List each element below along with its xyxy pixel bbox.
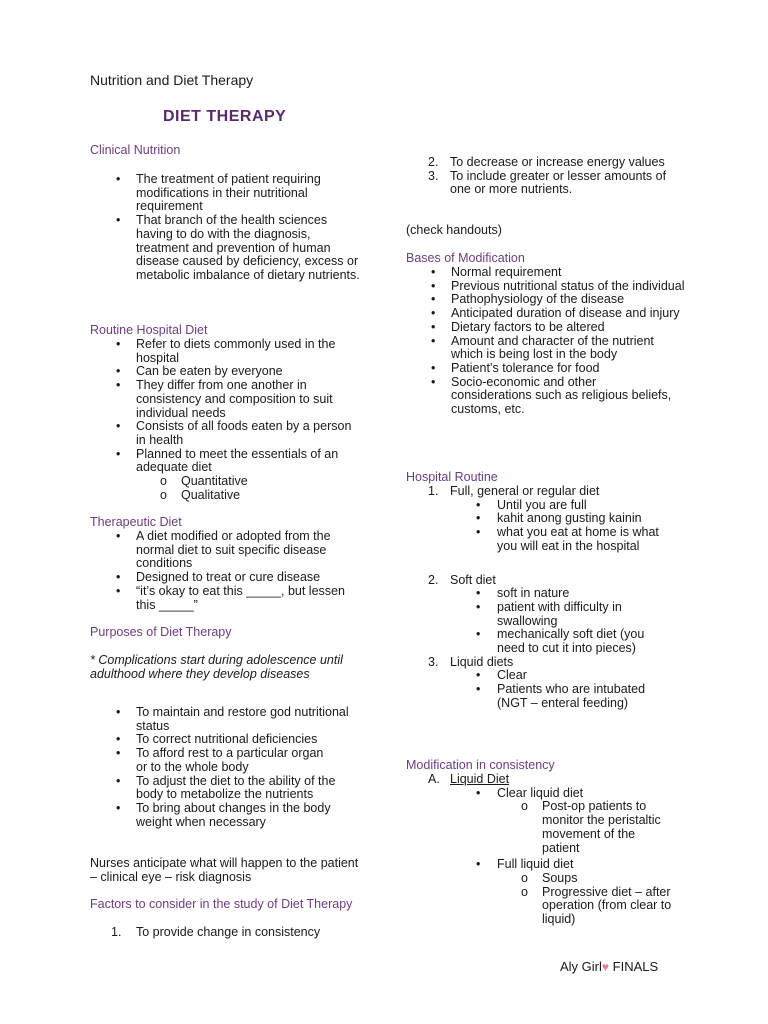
list-item <box>406 335 696 362</box>
bullet-marker: • <box>116 446 121 461</box>
number-marker: 3. <box>428 168 439 183</box>
list-item-text: Socio-economic and other considerations such as religious beliefs, customs, etc. <box>451 374 672 417</box>
list-item <box>90 214 370 283</box>
list-item-text: what you eat at home is what you will eat in the hospital <box>497 525 659 553</box>
list-item <box>406 307 696 321</box>
list-item <box>406 266 696 280</box>
list-item-text: “it’s okay to eat this _____, but lessen this _____” <box>136 583 345 612</box>
sub-marker: o <box>521 884 528 899</box>
list-item-text: Progressive diet – after operation (from clear to liquid) <box>542 884 672 927</box>
footer-label: FINALS <box>612 959 659 974</box>
complications-note: * Complications start during adolescence until adulthood where they develop diseases <box>90 653 343 681</box>
bullet-marker: • <box>116 364 121 379</box>
bullet-marker: • <box>431 333 436 348</box>
list-item-text: Soups <box>542 870 578 885</box>
bullet-marker: • <box>431 319 436 334</box>
letter-marker: A. <box>428 772 440 786</box>
number-marker: 3. <box>428 654 439 669</box>
section-heading-bases: Bases of Modification <box>406 251 525 265</box>
list-item-text: Anticipated duration of disease and injury <box>451 306 680 321</box>
list-item-text: Planned to meet the essentials of an adequate diet <box>136 446 339 475</box>
list-item-text: Pathophysiology of the disease <box>451 292 625 307</box>
bullet-marker: • <box>116 378 121 393</box>
list-item <box>90 365 370 379</box>
sub-sub-list-item <box>406 886 696 927</box>
list-item-text: To provide change in consistency <box>136 925 321 939</box>
section-heading-purposes: Purposes of Diet Therapy <box>90 625 232 639</box>
list-item <box>90 585 370 612</box>
list-item-text: To afford rest to a particular organ or to the whole body <box>136 746 324 774</box>
modification-list <box>406 773 696 927</box>
list-item <box>90 338 370 365</box>
sub-sub-list-item <box>406 872 696 886</box>
list-item-text: Refer to diets commonly used in the hospital <box>136 337 336 365</box>
number-marker: 1. <box>111 925 122 939</box>
number-marker: 2. <box>428 155 439 169</box>
list-item <box>90 448 370 475</box>
list-item-text: Until you are full <box>497 497 587 512</box>
list-item <box>406 574 696 588</box>
section-heading-clinical-nutrition: Clinical Nutrition <box>90 143 181 157</box>
list-item-text: To maintain and restore god nutritional status <box>136 705 349 733</box>
list-item <box>90 706 370 733</box>
bullet-marker: • <box>476 525 481 540</box>
bullet-marker: • <box>476 586 481 601</box>
list-item <box>90 733 370 747</box>
list-item <box>90 379 370 420</box>
check-handouts-note: (check handouts) <box>406 223 502 237</box>
list-item-text: Clear <box>497 668 527 683</box>
sub-list-item <box>90 489 370 503</box>
list-item <box>406 293 696 307</box>
bullet-marker: • <box>476 599 481 614</box>
sub-list-item <box>406 587 696 601</box>
sub-list-item <box>406 683 696 710</box>
page-title: DIET THERAPY <box>163 108 287 125</box>
list-item-text: The treatment of patient requiring modifications in their nutritional requirement <box>136 172 321 214</box>
bullet-marker: • <box>476 668 481 683</box>
list-item-text: Quantitative <box>181 474 248 489</box>
therapeutic-diet-list <box>90 530 370 612</box>
nurses-note: Nurses anticipate what will happen to the patient – clinical eye – risk diagnosis <box>90 856 359 884</box>
list-item <box>90 775 370 802</box>
factors-list-continued <box>406 156 696 197</box>
list-item <box>90 173 370 214</box>
bullet-marker: • <box>116 419 121 434</box>
list-item <box>406 280 696 294</box>
sub-list-item <box>406 601 696 628</box>
list-item-text: Full liquid diet <box>497 857 574 872</box>
list-item-text: That branch of the health sciences having to do with the diagnosis, treatment and prevention of human disease caused by deficiency, excess or metabolic imbalance of dietary nutrients. <box>136 213 360 282</box>
list-item-text: Qualitative <box>181 487 241 502</box>
list-item <box>406 362 696 376</box>
list-item-text: To bring about changes in the body weight when necessary <box>136 800 331 829</box>
sub-list-item <box>406 787 696 801</box>
list-item-text: Liquid Diet <box>450 772 510 786</box>
footer-author: Aly Girl <box>560 959 602 974</box>
sub-list-item <box>406 499 696 513</box>
section-heading-therapeutic-diet: Therapeutic Diet <box>90 515 182 529</box>
bullet-marker: • <box>116 705 121 719</box>
routine-hospital-diet-list <box>90 338 370 502</box>
list-item <box>90 926 370 940</box>
clinical-nutrition-list <box>90 173 370 283</box>
list-item <box>406 656 696 670</box>
bullet-marker: • <box>476 511 481 526</box>
list-item <box>406 773 696 787</box>
sub-list-item <box>406 628 696 655</box>
bullet-marker: • <box>476 627 481 642</box>
bullet-marker: • <box>116 800 121 815</box>
bullet-marker: • <box>116 570 121 585</box>
list-item-text: kahit anong gusting kainin <box>497 511 642 526</box>
sub-marker: o <box>521 870 528 885</box>
list-item-text: To decrease or increase energy values <box>450 155 665 169</box>
list-item-text: mechanically soft diet (you need to cut it into pieces) <box>497 627 645 656</box>
section-heading-modification: Modification in consistency <box>406 758 555 772</box>
sub-marker: o <box>160 487 167 502</box>
list-item <box>406 321 696 335</box>
list-item-text: Clear liquid diet <box>497 785 584 800</box>
bullet-marker: • <box>116 773 121 788</box>
list-item-text: Amount and character of the nutrient which is being lost in the body <box>451 333 654 362</box>
bullet-marker: • <box>116 213 121 228</box>
bullet-marker: • <box>116 732 121 747</box>
list-item-text: They differ from one another in consistency and composition to suit individual needs <box>136 378 333 420</box>
bullet-marker: • <box>431 292 436 307</box>
section-heading-hospital-routine: Hospital Routine <box>406 470 498 484</box>
list-item <box>406 485 696 499</box>
number-marker: 2. <box>428 572 439 587</box>
list-item-text: Full, general or regular diet <box>450 484 600 498</box>
list-item-text: Previous nutritional status of the individual <box>451 278 685 293</box>
bullet-marker: • <box>476 785 481 800</box>
bullet-marker: • <box>476 682 481 697</box>
list-item-text: To adjust the diet to the ability of the body to metabolize the nutrients <box>136 773 336 802</box>
hospital-routine-list <box>406 485 696 711</box>
list-item <box>406 376 696 417</box>
bullet-marker: • <box>116 529 121 543</box>
sub-sub-list-item <box>406 800 696 855</box>
list-item-text: Designed to treat or cure disease <box>136 570 321 585</box>
list-item-text: Can be eaten by everyone <box>136 364 283 379</box>
bullet-marker: • <box>476 857 481 872</box>
purposes-list <box>90 706 370 829</box>
list-item <box>90 747 370 774</box>
list-item-text: A diet modified or adopted from the normal diet to suit specific disease conditions <box>136 529 331 571</box>
list-item <box>406 156 696 170</box>
list-item-text: Normal requirement <box>451 265 562 279</box>
sub-list-item <box>90 475 370 489</box>
list-item <box>406 170 696 197</box>
sub-list-item <box>406 526 696 553</box>
heart-icon: ♥ <box>601 960 610 974</box>
sub-list-item <box>406 669 696 683</box>
bullet-marker: • <box>116 746 121 761</box>
list-item-text: Consists of all foods eaten by a person in health <box>136 419 352 447</box>
list-item-text: To include greater or lesser amounts of one or more nutrients. <box>450 168 667 197</box>
list-item <box>90 530 370 571</box>
list-item-text: soft in nature <box>497 586 570 601</box>
list-item-text: Dietary factors to be altered <box>451 319 605 334</box>
bullet-marker: • <box>431 374 436 389</box>
section-heading-routine-hospital-diet: Routine Hospital Diet <box>90 323 208 337</box>
sub-marker: o <box>521 799 528 814</box>
list-item-text: Soft diet <box>450 572 496 587</box>
bullet-marker: • <box>431 265 436 279</box>
sub-list-item <box>406 512 696 526</box>
list-item-text: Patients who are intubated (NGT – enteral feeding) <box>497 682 646 710</box>
bullet-marker: • <box>476 497 481 512</box>
list-item <box>90 420 370 447</box>
list-item-text: Post-op patients to monitor the peristaltic movement of the patient <box>542 799 661 855</box>
list-item <box>90 802 370 829</box>
list-item-text: To correct nutritional deficiencies <box>136 732 318 747</box>
document-header: Nutrition and Diet Therapy <box>90 72 254 88</box>
bullet-marker: • <box>116 583 121 598</box>
sub-list-item <box>406 858 696 872</box>
list-item-text: patient with difficulty in swallowing <box>497 599 622 628</box>
list-item-text: Patient’s tolerance for food <box>451 360 600 375</box>
bullet-marker: • <box>431 360 436 375</box>
bullet-marker: • <box>116 337 121 351</box>
bullet-marker: • <box>431 278 436 293</box>
sub-marker: o <box>160 474 167 489</box>
bullet-marker: • <box>431 306 436 321</box>
bullet-marker: • <box>116 172 121 186</box>
list-item-text: Liquid diets <box>450 654 514 669</box>
number-marker: 1. <box>428 484 439 498</box>
list-item <box>90 571 370 585</box>
page-footer <box>560 960 658 975</box>
section-heading-factors: Factors to consider in the study of Diet Therapy <box>90 897 353 911</box>
bases-list <box>406 266 696 417</box>
factors-list <box>90 926 370 940</box>
